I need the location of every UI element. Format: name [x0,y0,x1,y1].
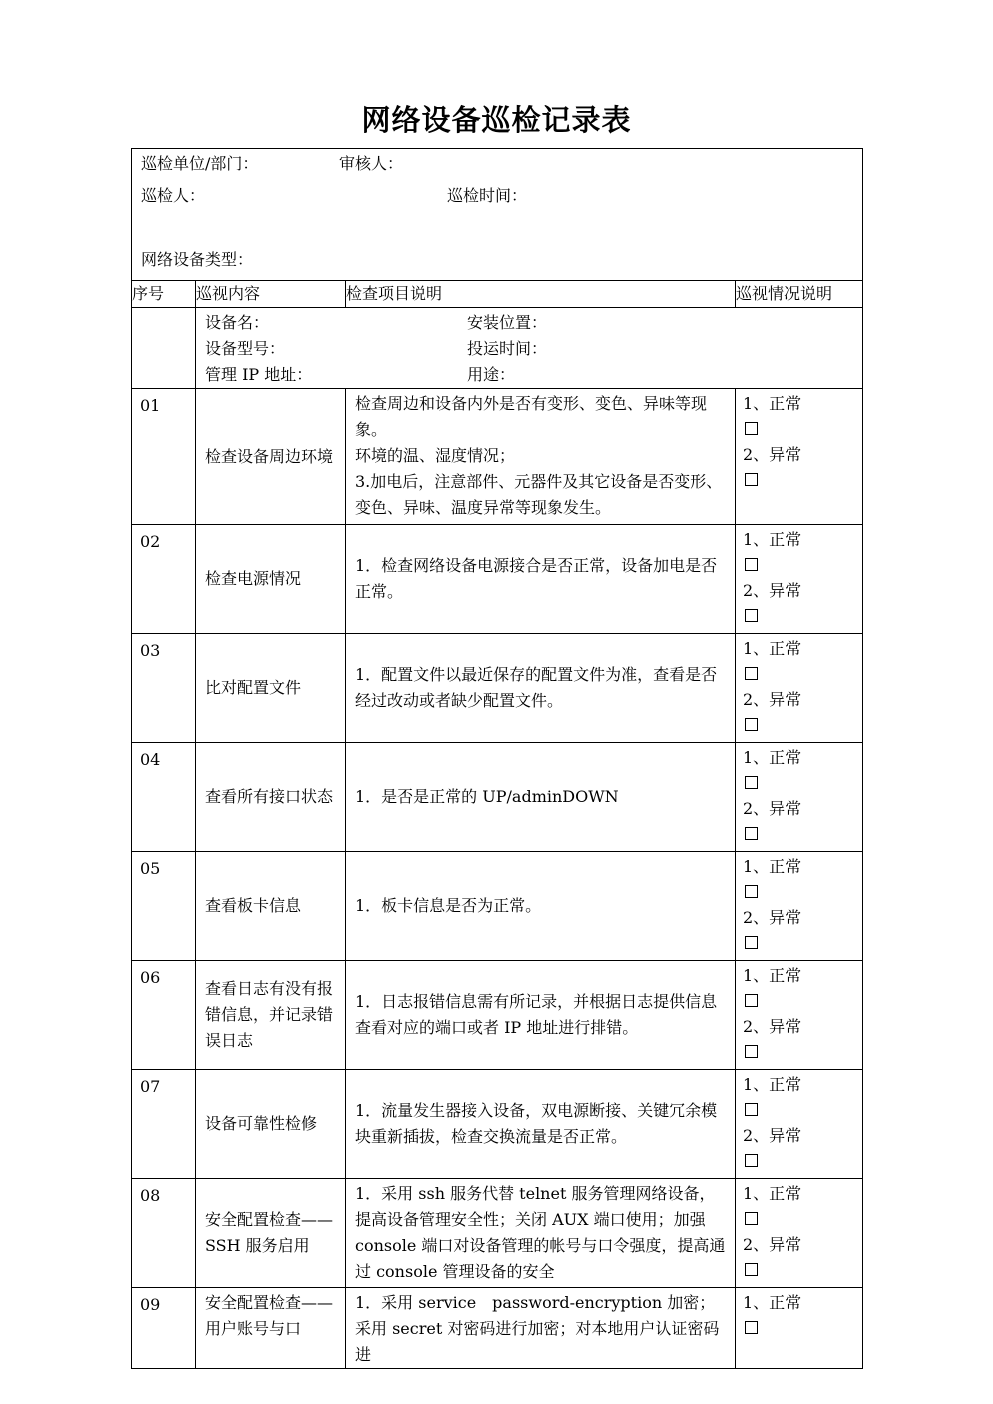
table-header [132,281,863,308]
status-abnormal-label: 2、异常 [743,1017,802,1036]
inspection-item: 查看日志有没有报错信息，并记录错误日志 [196,961,346,1070]
status-cell [736,1070,863,1179]
desc-line: 1．日志报错信息需有所记录，并根据日志提供信息查看对应的端口或者 IP 地址进行排错。 [355,992,718,1037]
checkbox-icon[interactable] [745,667,758,680]
desc-line: 1．流量发生器接入设备，双电源断接、关键冗余模块重新插拔，检查交换流量是否正常。 [355,1101,718,1146]
checkbox-icon[interactable] [745,936,758,949]
row-number: 04 [132,743,196,852]
status-normal-label: 1、正常 [743,748,802,767]
checkbox-icon[interactable] [745,422,758,435]
inspection-item: 检查电源情况 [196,525,346,634]
checkbox-icon[interactable] [745,776,758,789]
row-number: 08 [132,1179,196,1288]
commission-time-label[interactable]: 投运时间： [467,339,548,358]
status-normal-label: 1、正常 [743,857,802,876]
status-abnormal-label: 2、异常 [743,1235,802,1254]
page-title: 网络设备巡检记录表 [361,103,632,137]
inspection-time-label[interactable]: 巡检时间： [447,186,528,205]
status-abnormal-label: 2、异常 [743,799,802,818]
inspection-table [131,148,863,1369]
inspector-field-label[interactable]: 巡检人： [141,186,206,205]
header-desc: 检查项目说明 [346,281,736,308]
status-cell [736,634,863,743]
desc-line: 1．采用 service password-encryption 加密；采用 secret 对密码进行加密；对本地用户认证密码进 [355,1293,720,1364]
status-normal-label: 1、正常 [743,1184,802,1203]
checkbox-icon[interactable] [745,1263,758,1276]
inspection-description [346,1070,736,1179]
checkbox-icon[interactable] [745,718,758,731]
inspection-description [346,1179,736,1288]
table-row [132,1288,863,1369]
status-normal-label: 1、正常 [743,394,802,413]
desc-line: 1．配置文件以最近保存的配置文件为准，查看是否经过改动或者缺少配置文件。 [355,665,718,710]
desc-line: 1．检查网络设备电源接合是否正常，设备加电是否正常。 [355,556,718,601]
device-name-label[interactable]: 设备名： [205,313,270,332]
table-row [132,1179,863,1288]
table-row [132,961,863,1070]
table-row [132,389,863,525]
row-number: 02 [132,525,196,634]
checkbox-icon[interactable] [745,1321,758,1334]
inspection-description [346,389,736,525]
management-ip-label[interactable]: 管理 IP 地址： [205,365,313,384]
inspection-description [346,634,736,743]
device-type-label[interactable]: 网络设备类型： [141,250,254,269]
inspection-item: 查看所有接口状态 [196,743,346,852]
status-abnormal-label: 2、异常 [743,445,802,464]
status-cell [736,1288,863,1369]
install-location-label[interactable]: 安装位置： [467,313,548,332]
header-num: 序号 [132,281,196,308]
status-cell [736,525,863,634]
reviewer-field-label[interactable]: 审核人： [339,154,404,173]
table-row [132,525,863,634]
checkbox-icon[interactable] [745,558,758,571]
checkbox-icon[interactable] [745,1103,758,1116]
row-number: 06 [132,961,196,1070]
status-abnormal-label: 2、异常 [743,908,802,927]
status-cell [736,1179,863,1288]
inspection-item: 设备可靠性检修 [196,1070,346,1179]
inspection-item: 查看板卡信息 [196,852,346,961]
inspection-item: 安全配置检查——SSH 服务启用 [196,1179,346,1288]
status-normal-label: 1、正常 [743,966,802,985]
device-model-label[interactable]: 设备型号： [205,339,286,358]
inspection-item: 检查设备周边环境 [196,389,346,525]
status-cell [736,961,863,1070]
unit-field-label[interactable]: 巡检单位/部门： [141,154,259,173]
inspection-description [346,525,736,634]
desc-line: 检查周边和设备内外是否有变形、变色、异味等现象。 [355,394,708,439]
desc-line: 1．板卡信息是否为正常。 [355,896,542,915]
table-row [132,634,863,743]
status-cell [736,389,863,525]
usage-label[interactable]: 用途： [467,365,516,384]
status-normal-label: 1、正常 [743,530,802,549]
inspection-item: 安全配置检查——用户账号与口 [196,1288,346,1369]
status-abnormal-label: 2、异常 [743,1126,802,1145]
table-row [132,852,863,961]
status-cell [736,852,863,961]
table-row [132,1070,863,1179]
inspection-description [346,1288,736,1369]
device-info-row [132,308,863,389]
inspection-description [346,743,736,852]
status-cell [736,743,863,852]
desc-line: 1．采用 ssh 服务代替 telnet 服务管理网络设备，提高设备管理安全性；关闭 AUX 端口使用；加强 console 端口对设备管理的帐号与口令强度，提高通过 console 管理设备的安全 [355,1184,726,1281]
checkbox-icon[interactable] [745,473,758,486]
header-status: 巡视情况说明 [736,281,863,308]
header-item: 巡视内容 [196,281,346,308]
checkbox-icon[interactable] [745,885,758,898]
checkbox-icon[interactable] [745,1045,758,1058]
status-normal-label: 1、正常 [743,1075,802,1094]
checkbox-icon[interactable] [745,609,758,622]
table-row [132,743,863,852]
checkbox-icon[interactable] [745,994,758,1007]
info-row [132,149,863,281]
row-number: 01 [132,389,196,525]
checkbox-icon[interactable] [745,827,758,840]
inspection-description [346,852,736,961]
row-number: 03 [132,634,196,743]
desc-line: 3.加电后，注意部件、元器件及其它设备是否变形、变色、异味、温度异常等现象发生。 [355,472,723,517]
row-number: 07 [132,1070,196,1179]
row-number: 05 [132,852,196,961]
desc-line: 1．是否是正常的 UP/adminDOWN [355,787,619,806]
row-number: 09 [132,1288,196,1369]
status-abnormal-label: 2、异常 [743,690,802,709]
desc-line: 环境的温、湿度情况； [355,446,516,465]
status-abnormal-label: 2、异常 [743,581,802,600]
status-normal-label: 1、正常 [743,639,802,658]
inspection-item: 比对配置文件 [196,634,346,743]
checkbox-icon[interactable] [745,1154,758,1167]
checkbox-icon[interactable] [745,1212,758,1225]
status-normal-label: 1、正常 [743,1293,802,1312]
inspection-description [346,961,736,1070]
